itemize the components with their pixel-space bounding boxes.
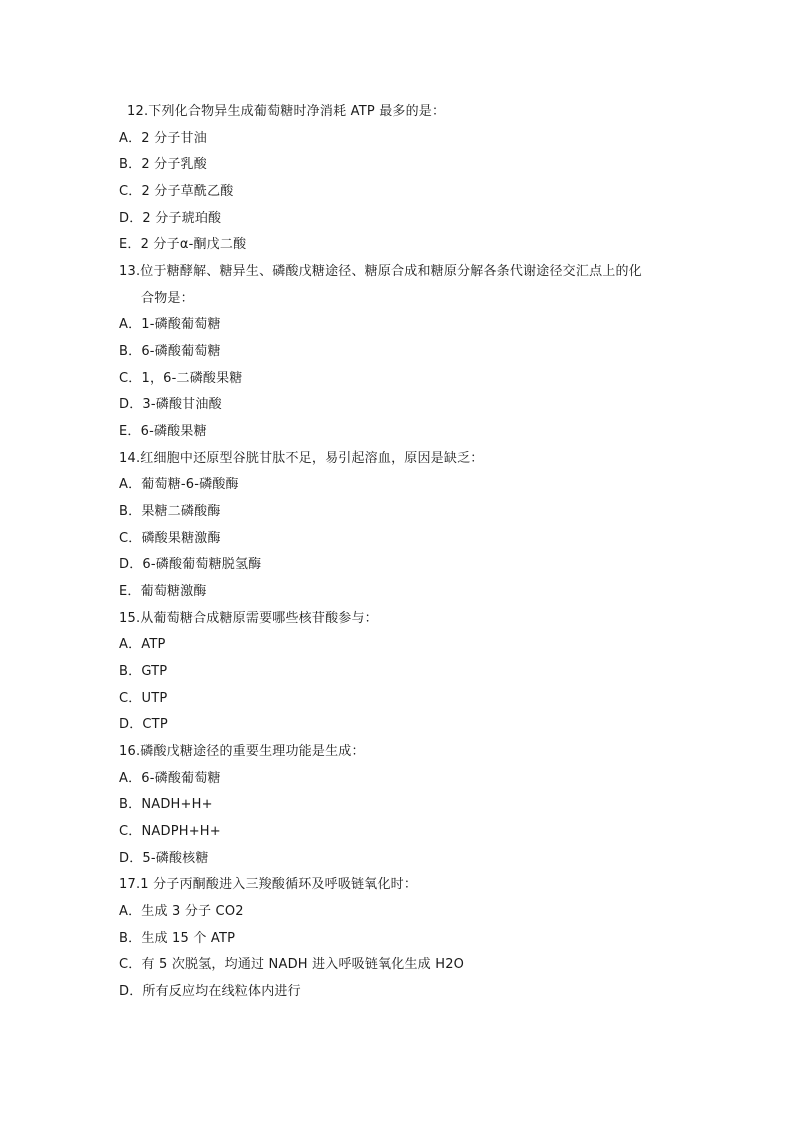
question-14-option-c: C．磷酸果糖激酶 [119, 531, 221, 546]
question-14-stem: 14.红细胞中还原型谷胱甘肽不足，易引起溶血，原因是缺乏： [119, 451, 484, 466]
question-15-option-c: C．UTP [119, 691, 168, 706]
question-14-option-a: A．葡萄糖-6-磷酸酶 [119, 477, 239, 492]
question-13-option-d: D．3-磷酸甘油酸 [119, 397, 222, 412]
question-17-stem: 17.1 分子丙酮酸进入三羧酸循环及呼吸链氧化时： [119, 877, 418, 892]
question-13-option-a: A．1-磷酸葡萄糖 [119, 317, 221, 332]
question-17-option-d: D．所有反应均在线粒体内进行 [119, 984, 301, 999]
question-12-option-c: C．2 分子草酰乙酸 [119, 184, 234, 199]
question-14-option-d: D．6-磷酸葡萄糖脱氢酶 [119, 557, 262, 572]
question-15-option-d: D．CTP [119, 717, 168, 732]
question-13-option-c: C．1，6-二磷酸果糖 [119, 371, 243, 386]
question-15-option-b: B．GTP [119, 664, 168, 679]
question-17-option-c: C．有 5 次脱氢，均通过 NADH 进入呼吸链氧化生成 H2O [119, 957, 465, 972]
question-14-option-b: B．果糖二磷酸酶 [119, 504, 221, 519]
question-15-stem: 15.从葡萄糖合成糖原需要哪些核苷酸参与： [119, 611, 378, 626]
question-13-stem-continued: 合物是： [141, 291, 194, 306]
question-14-option-e: E．葡萄糖激酶 [119, 584, 207, 599]
question-16-stem: 16.磷酸戊糖途径的重要生理功能是生成： [119, 744, 365, 759]
question-16-option-c: C．NADPH+H+ [119, 824, 221, 839]
question-12-option-a: A．2 分子甘油 [119, 131, 207, 146]
question-12-option-b: B．2 分子乳酸 [119, 157, 207, 172]
question-13-option-b: B．6-磷酸葡萄糖 [119, 344, 221, 359]
question-16-option-b: B．NADH+H+ [119, 797, 213, 812]
question-12-option-e: E．2 分子α-酮戊二酸 [119, 237, 247, 252]
question-16-option-a: A．6-磷酸葡萄糖 [119, 771, 221, 786]
question-17-option-a: A．生成 3 分子 CO2 [119, 904, 244, 919]
question-13-option-e: E．6-磷酸果糖 [119, 424, 207, 439]
question-12-option-d: D．2 分子琥珀酸 [119, 211, 222, 226]
question-12-stem: 12.下列化合物异生成葡萄糖时净消耗 ATP 最多的是： [127, 104, 446, 119]
question-15-option-a: A．ATP [119, 637, 166, 652]
question-17-option-b: B．生成 15 个 ATP [119, 931, 236, 946]
question-16-option-d: D．5-磷酸核糖 [119, 851, 209, 866]
question-13-stem: 13.位于糖酵解、糖异生、磷酸戊糖途径、糖原合成和糖原分解各条代谢途径交汇点上的化 [119, 264, 642, 279]
